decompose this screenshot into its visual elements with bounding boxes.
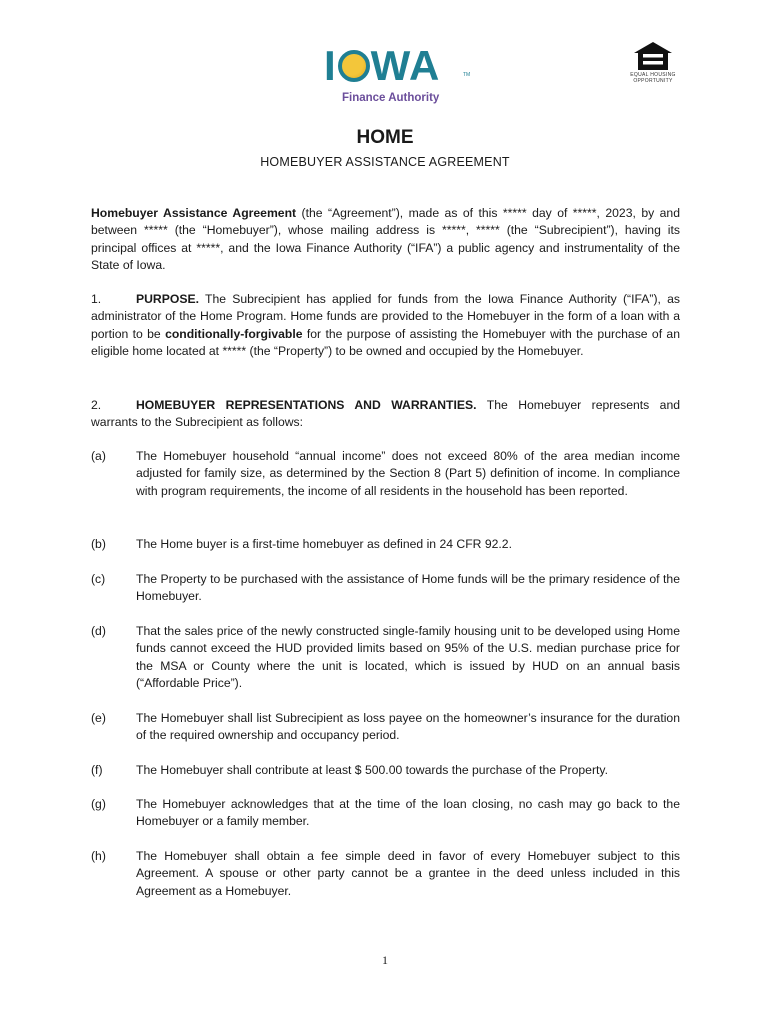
equal-housing-house-icon — [626, 40, 680, 72]
document-subtitle: HOMEBUYER ASSISTANCE AGREEMENT — [260, 155, 510, 169]
list-item-text: The Homebuyer household “annual income” does not exceed 80% of the area median income adjusted for family size, as determined by the Section 8 (Part 5) definition of income. In compliance with program requirements, the income of all residents in the household has been reported. — [136, 449, 680, 498]
list-item-text: That the sales price of the newly constructed single-family housing unit to be developed using Home funds cannot exceed the HUD provided limits based on 95% of the U.S. median purchase price for the MSA or County where the unit is located, which is issued by HUD on an annual basis (“Affordable Price”). — [136, 624, 680, 691]
document-title: HOME — [356, 127, 414, 148]
list-item — [91, 571, 680, 606]
list-item — [91, 448, 680, 500]
list-item-label: (b) — [91, 537, 106, 551]
page-number: 1 — [382, 953, 388, 967]
logo-wordmark: I WA — [324, 42, 441, 89]
equal-housing-label: EQUAL HOUSING OPPORTUNITY — [630, 72, 676, 84]
list-item-text: The Homebuyer shall contribute at least $ 500.00 towards the purchase of the Property. — [136, 763, 608, 777]
intro-paragraph: Homebuyer Assistance Agreement (the “Agreement”), made as of this ***** day of *****, 2023, by and between ***** (the “Homebuyer”), whose mailing address is *****, ***** (the “Subrecipient”), having its principal offices at *****, and the Iowa Finance Authority (“IFA”) a public agency and instrumentality of the State of Iowa. — [91, 206, 680, 273]
logo-sun-icon — [338, 50, 370, 82]
logo-trademark: TM — [463, 72, 471, 78]
list-item — [91, 762, 680, 779]
list-item — [91, 710, 680, 745]
list-item-label: (a) — [91, 449, 106, 463]
list-item — [91, 796, 680, 831]
list-item-text: The Property to be purchased with the assistance of Home funds will be the primary residence of the Homebuyer. — [136, 572, 680, 604]
section-purpose: 1. PURPOSE. The Subrecipient has applied for funds from the Iowa Finance Authority (“IFA”), as administrator of the Home Program. Home funds are provided to the Homebuyer in the form of a loan with a portion to be conditionally-forgivable for the purpose of assisting the Homebuyer with the purchase of an eligible home located at ***** (the “Property”) to be owned and occupied by the Homebuyer. — [91, 292, 680, 359]
section-representations: 2. HOMEBUYER REPRESENTATIONS AND WARRANTIES. The Homebuyer represents and warrants to the Subrecipient as follows: — [91, 398, 680, 430]
list-item — [91, 536, 680, 553]
iowa-finance-authority-logo — [320, 42, 480, 112]
list-item-label: (g) — [91, 797, 106, 811]
logo-subtitle: Finance Authority — [342, 92, 440, 104]
list-item-label: (f) — [91, 763, 103, 777]
list-item-text: The Homebuyer shall list Subrecipient as loss payee on the homeowner’s insurance for the duration of the required ownership and occupancy period. — [136, 711, 680, 743]
list-item-text: The Homebuyer shall obtain a fee simple deed in favor of every Homebuyer subject to this Agreement. A spouse or other party cannot be a grantee in the deed unless included in this Agreement as a Homebuyer. — [136, 849, 680, 898]
list-item — [91, 848, 680, 900]
list-item-label: (e) — [91, 711, 106, 725]
list-item-text: The Homebuyer acknowledges that at the time of the loan closing, no cash may go back to the Homebuyer or a family member. — [136, 797, 680, 829]
equal-housing-opportunity-logo — [626, 40, 680, 86]
list-item-text: The Home buyer is a first-time homebuyer as defined in 24 CFR 92.2. — [136, 537, 512, 551]
list-item-label: (h) — [91, 849, 106, 863]
list-item-label: (c) — [91, 572, 106, 586]
list-item-label: (d) — [91, 624, 106, 638]
list-item — [91, 623, 680, 693]
